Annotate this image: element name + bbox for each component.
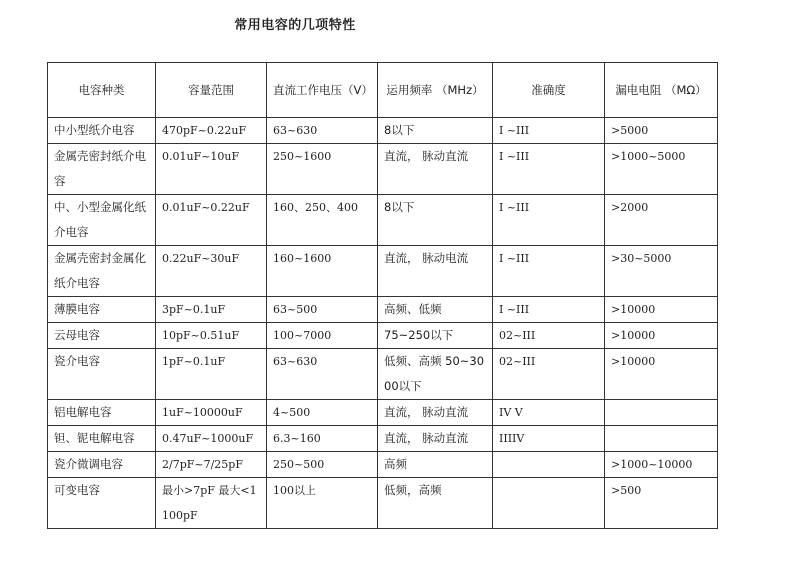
table-cell: 0.47uF~1000uF	[156, 426, 267, 452]
table-row	[48, 195, 718, 246]
table-cell: 0.22uF~30uF	[156, 246, 267, 297]
table-cell: >10000	[605, 349, 718, 400]
table-header-row	[48, 63, 718, 118]
header-cell: 运用频率 （MHz）	[378, 63, 493, 118]
table-cell: 薄膜电容	[48, 297, 156, 323]
table-cell: 63~630	[267, 349, 378, 400]
header-cell: 电容种类	[48, 63, 156, 118]
table-cell: >5000	[605, 118, 718, 144]
table-cell: 铝电解电容	[48, 400, 156, 426]
table-cell: 100~7000	[267, 323, 378, 349]
table-cell: 1uF~10000uF	[156, 400, 267, 426]
table-cell: 100以上	[267, 478, 378, 529]
table-cell: >30~5000	[605, 246, 718, 297]
table-row	[48, 144, 718, 195]
table-cell: 02~III	[493, 349, 605, 400]
table-cell: I ~III	[493, 195, 605, 246]
header-cell: 准确度	[493, 63, 605, 118]
table-cell: 直流， 脉动电流	[378, 246, 493, 297]
capacitor-table	[47, 62, 718, 529]
table-cell: 中小型纸介电容	[48, 118, 156, 144]
table-cell: 63~630	[267, 118, 378, 144]
table-cell: 0.01uF~0.22uF	[156, 195, 267, 246]
table-cell: 钽、铌电解电容	[48, 426, 156, 452]
table-cell: 直流， 脉动直流	[378, 400, 493, 426]
table-cell: 瓷介微调电容	[48, 452, 156, 478]
table-cell: I ~III	[493, 297, 605, 323]
table-row	[48, 323, 718, 349]
table-cell: 63~500	[267, 297, 378, 323]
table-cell: 直流， 脉动直流	[378, 144, 493, 195]
table-cell: 75~250以下	[378, 323, 493, 349]
table-cell: 直流， 脉动直流	[378, 426, 493, 452]
table-cell: >10000	[605, 323, 718, 349]
table-cell	[605, 400, 718, 426]
table-cell: 可变电容	[48, 478, 156, 529]
header-cell: 直流工作电压（V）	[267, 63, 378, 118]
table-cell: I ~III	[493, 144, 605, 195]
table-cell: 金属壳密封金属化纸介电容	[48, 246, 156, 297]
table-cell: 250~500	[267, 452, 378, 478]
table-cell: 250~1600	[267, 144, 378, 195]
table-cell	[493, 478, 605, 529]
table-cell: 3pF~0.1uF	[156, 297, 267, 323]
table-cell: 8以下	[378, 118, 493, 144]
table-cell: 低频、高频 50~3000以下	[378, 349, 493, 400]
table-cell: >500	[605, 478, 718, 529]
table-cell: 6.3~160	[267, 426, 378, 452]
table-cell: 160、250、400	[267, 195, 378, 246]
page-title: 常用电容的几项特性	[234, 18, 356, 33]
table-cell: >1000~5000	[605, 144, 718, 195]
table-row	[48, 426, 718, 452]
table-cell: 2/7pF~7/25pF	[156, 452, 267, 478]
table-cell: 高频	[378, 452, 493, 478]
table-cell: IV V	[493, 400, 605, 426]
table-cell: 1pF~0.1uF	[156, 349, 267, 400]
table-cell: 4~500	[267, 400, 378, 426]
table-cell: 10pF~0.51uF	[156, 323, 267, 349]
table-cell: I ~III	[493, 246, 605, 297]
table-cell: 470pF~0.22uF	[156, 118, 267, 144]
table-cell: >1000~10000	[605, 452, 718, 478]
table-cell: 02~III	[493, 323, 605, 349]
table-cell: 中、小型金属化纸介电容	[48, 195, 156, 246]
table-cell: IIIIV	[493, 426, 605, 452]
table-row	[48, 478, 718, 529]
table-cell: 瓷介电容	[48, 349, 156, 400]
table-cell: 0.01uF~10uF	[156, 144, 267, 195]
header-cell: 容量范围	[156, 63, 267, 118]
table-cell: 8以下	[378, 195, 493, 246]
table-cell: 高频、低频	[378, 297, 493, 323]
table-cell: 低频，高频	[378, 478, 493, 529]
table-cell: >10000	[605, 297, 718, 323]
table-cell: 最小>7pF 最大<1100pF	[156, 478, 267, 529]
table-cell: 云母电容	[48, 323, 156, 349]
table-row	[48, 118, 718, 144]
table-row	[48, 349, 718, 400]
table-cell: 160~1600	[267, 246, 378, 297]
table-cell: I ~III	[493, 118, 605, 144]
table-cell: >2000	[605, 195, 718, 246]
table-cell	[605, 426, 718, 452]
header-cell: 漏电电阻 （MΩ）	[605, 63, 718, 118]
table-row	[48, 452, 718, 478]
table-cell	[493, 452, 605, 478]
table-row	[48, 297, 718, 323]
table-row	[48, 400, 718, 426]
table-row	[48, 246, 718, 297]
table-cell: 金属壳密封纸介电容	[48, 144, 156, 195]
